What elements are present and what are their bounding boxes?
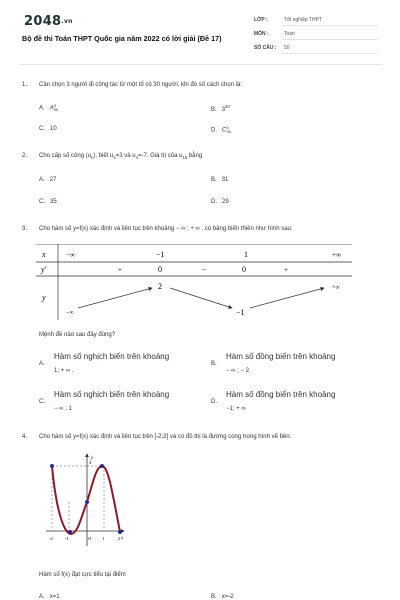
- y-value: +∞: [332, 285, 340, 291]
- x-value: −∞: [66, 251, 75, 259]
- divider: [20, 64, 382, 65]
- graph-point: [68, 530, 72, 534]
- option-b[interactable]: B. $3^{30}$: [211, 104, 230, 113]
- meta-underline: [282, 53, 378, 54]
- question-number: 1.: [22, 82, 28, 88]
- meta-underline: [282, 25, 378, 26]
- yprime-zero: 0: [158, 265, 162, 274]
- x-label: x: [42, 250, 46, 259]
- decrease-arrow: [170, 288, 232, 308]
- y-axis-label: y: [91, 456, 94, 461]
- yprime-sign: +: [118, 266, 122, 274]
- increase-arrow: [78, 288, 152, 308]
- y-tick: 4: [89, 460, 92, 465]
- meta-key-count: SỐ CÂU :: [254, 45, 277, 51]
- yprime-label: y': [41, 265, 47, 274]
- option-d-line2: −1; + ∞: [226, 406, 246, 412]
- option-a[interactable]: A. A3 30: [39, 103, 59, 112]
- option-d-line1: Hàm số đồng biến trên khoảng: [226, 390, 336, 399]
- question-number: 3.: [22, 226, 28, 232]
- x-axis-label: x: [121, 536, 124, 541]
- x-tick: 1: [102, 536, 105, 541]
- function-curve: [52, 466, 120, 534]
- x-value: 1: [244, 250, 248, 259]
- option-b-line1: Hàm số đồng biến trên khoảng: [226, 352, 336, 361]
- option-d[interactable]: D. C3 30: [211, 125, 231, 134]
- meta-value-class: Tốt nghiệp THPT: [284, 17, 322, 23]
- option-d[interactable]: D. 29: [211, 199, 229, 205]
- y-value: 2: [158, 282, 162, 291]
- question-text: Cần chọn 3 người đi công tác từ một tổ có 30 người, khi đó số cách chọn là:: [39, 82, 243, 88]
- document-title: Bộ đề thi Toán THPT Quốc gia năm 2022 có lời giải (Đề 17): [22, 34, 222, 43]
- x-value: +∞: [332, 251, 341, 259]
- yprime-sign: −: [202, 265, 207, 274]
- meta-key-class: LỚP :: [254, 17, 268, 23]
- meta-value-count: 50: [284, 45, 290, 51]
- graph-point: [100, 464, 104, 468]
- option-b-line2: − ∞ ; − 2: [226, 368, 249, 374]
- option-c-line2: − ∞ ; 1: [54, 406, 72, 412]
- x-tick: -1: [65, 536, 69, 541]
- x-value: −1: [156, 250, 165, 259]
- question-prompt: Mệnh đề nào sau đây đúng?: [39, 332, 116, 338]
- option-a[interactable]: A. x=1: [39, 594, 60, 600]
- option-b[interactable]: B. x=-2: [211, 594, 234, 600]
- logo-text: 2048: [24, 14, 62, 29]
- origin-label: O: [88, 536, 92, 541]
- y-value: −1: [236, 308, 245, 317]
- increase-arrow: [250, 288, 324, 308]
- graph-point: [118, 530, 122, 534]
- x-tick: 2: [118, 536, 121, 541]
- option-d[interactable]: D.: [211, 399, 217, 405]
- question-number: 4.: [22, 434, 28, 440]
- meta-underline: [282, 39, 378, 40]
- question-text: Cho hàm số y=f(x) xác định và liên tục trên [-2;2] và có đồ thị là đường cong trong hình vẽ bên.: [39, 434, 292, 440]
- graph-point: [50, 464, 54, 468]
- option-b[interactable]: B.: [211, 361, 217, 367]
- question-text: Cho cấp số cộng $(u_n)$, biết $u_2=3$ và $u_4=-7$. Giá trị của $u_{15}$ bằng: [39, 153, 203, 161]
- option-a-line1: Hàm số nghịch biến trên khoảng: [54, 352, 170, 361]
- option-b[interactable]: B. 31: [211, 177, 229, 183]
- question-prompt: Hàm số f(x) đạt cực tiểu tại điểm: [39, 572, 126, 578]
- meta-value-subject: Toán: [284, 31, 295, 37]
- graph-point: [85, 500, 89, 504]
- option-a[interactable]: A.: [39, 361, 45, 367]
- option-a[interactable]: A. 27: [39, 177, 57, 183]
- yprime-sign: +: [284, 266, 288, 274]
- yprime-zero: 0: [242, 265, 246, 274]
- x-tick: -2: [49, 536, 53, 541]
- question-text: Cho hàm số y=f(x) xác định và liên tục trên khoảng − ∞ ; + ∞ , có bảng biến thiên như hình sau:: [39, 226, 293, 232]
- y-value: −∞: [66, 310, 74, 316]
- meta-key-subject: MÔN :: [254, 31, 269, 37]
- option-c-line1: Hàm số nghịch biến trên khoảng: [54, 390, 170, 399]
- option-c[interactable]: C.: [39, 399, 45, 405]
- variation-table: [36, 244, 352, 320]
- option-a-line2: 1; + ∞ .: [54, 368, 74, 374]
- option-c[interactable]: C. 10: [39, 126, 57, 132]
- option-c[interactable]: C. 35: [39, 199, 57, 205]
- logo-suffix: .vn: [61, 18, 73, 25]
- site-logo[interactable]: [24, 14, 73, 29]
- question-number: 2.: [22, 153, 28, 159]
- y-label: y: [42, 293, 46, 302]
- function-graph: [38, 450, 128, 550]
